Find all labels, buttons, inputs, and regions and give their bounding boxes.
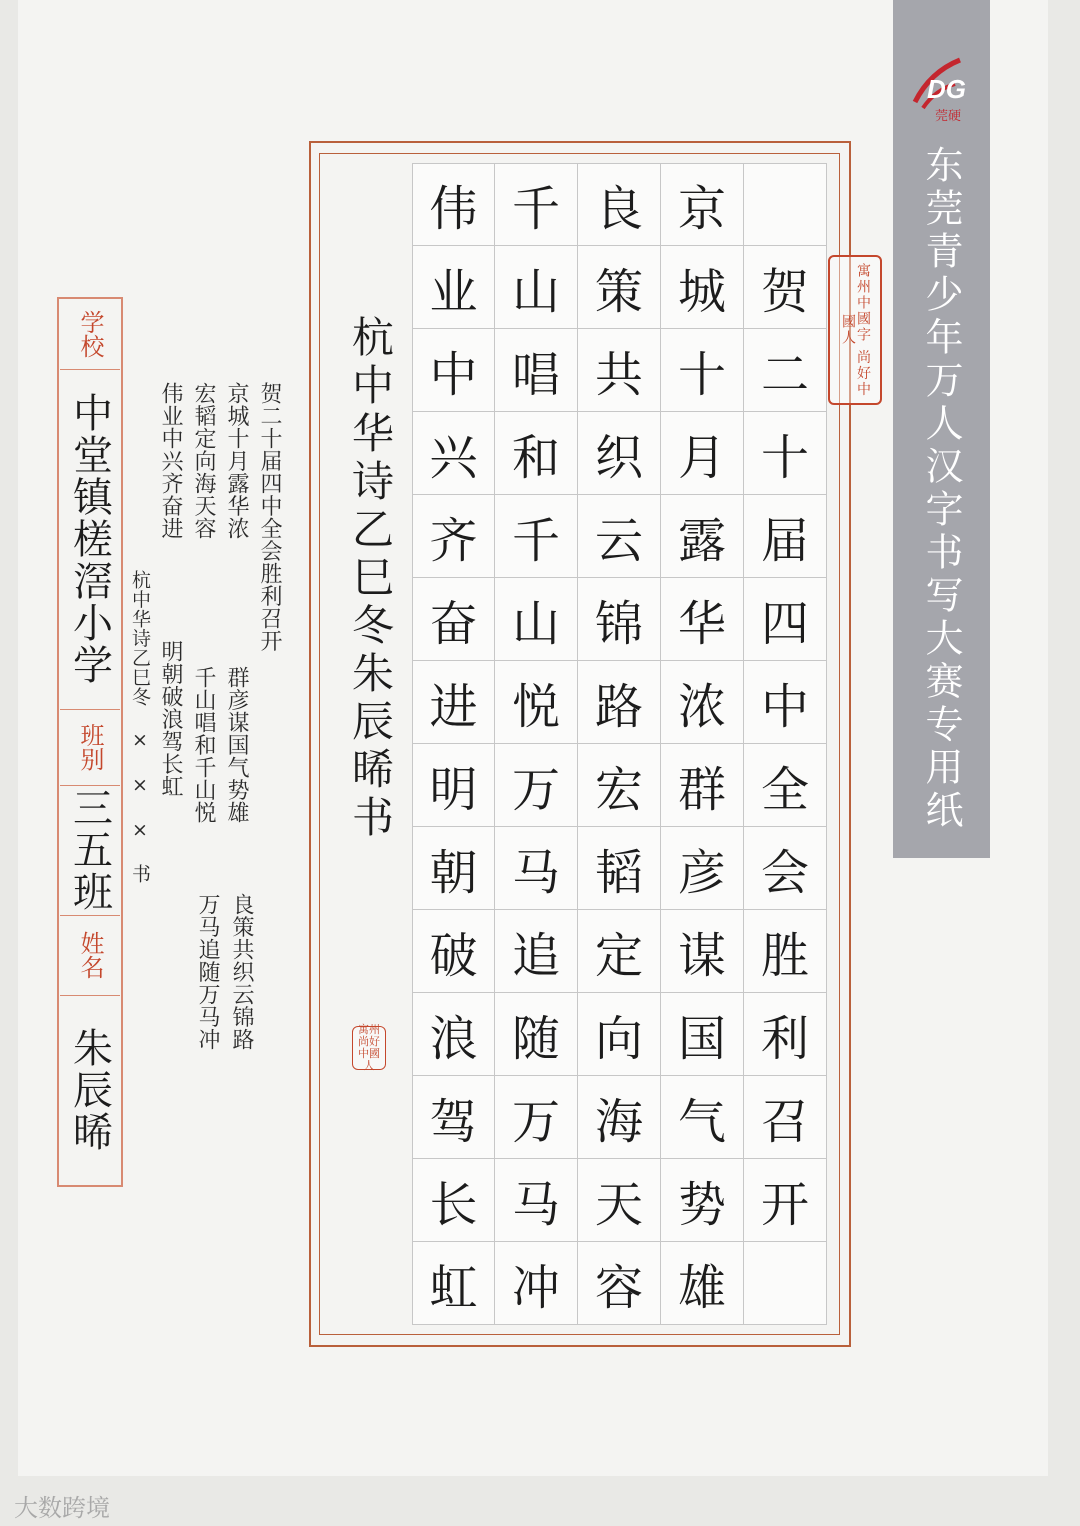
- grid-cell: 锦: [578, 578, 661, 661]
- character-grid: [412, 163, 827, 1325]
- seal-stamp-small: 寓州 尚好 中國 人: [352, 1026, 386, 1070]
- grid-cell: 奋: [412, 578, 495, 661]
- grid-cell: 山: [495, 246, 578, 329]
- grid-cell: 马: [495, 1159, 578, 1242]
- name-label: 姓名: [60, 915, 120, 996]
- school-value[interactable]: 中堂镇槎滘小学: [60, 369, 120, 710]
- grid-cell: 群: [661, 744, 744, 827]
- reference-line-3c: 万马追随万马冲: [195, 893, 220, 1051]
- reference-line-3b: 千山唱和千山悦: [191, 666, 216, 824]
- grid-cell: 二: [744, 329, 827, 412]
- competition-logo: [905, 52, 975, 124]
- grid-cell: 会: [744, 827, 827, 910]
- grid-cell: 露: [661, 495, 744, 578]
- seal-stamp-top: 寓州中國字 尚好中國人: [828, 255, 882, 405]
- grid-cell: [744, 1242, 827, 1325]
- school-label: 学校: [60, 299, 120, 370]
- grid-cell: 势: [661, 1159, 744, 1242]
- grid-cell: 明: [412, 744, 495, 827]
- grid-cell: 浪: [412, 993, 495, 1076]
- grid-cell: 全: [744, 744, 827, 827]
- grid-cell: 贺: [744, 246, 827, 329]
- grid-cell: 天: [578, 1159, 661, 1242]
- class-label: 班别: [60, 709, 120, 786]
- watermark-text: 大数跨境: [14, 1494, 110, 1522]
- grid-cell: 破: [412, 910, 495, 993]
- grid-cell: 月: [661, 412, 744, 495]
- grid-cell: 万: [495, 744, 578, 827]
- name-value[interactable]: 朱辰晞: [66, 1027, 113, 1153]
- grid-cell: 千: [495, 163, 578, 246]
- grid-cell: 中: [744, 661, 827, 744]
- grid-cell: 国: [661, 993, 744, 1076]
- grid-cell: 韬: [578, 827, 661, 910]
- grid-cell: 胜: [744, 910, 827, 993]
- grid-cell: 长: [412, 1159, 495, 1242]
- grid-cell: 利: [744, 993, 827, 1076]
- grid-cell: 进: [412, 661, 495, 744]
- grid-cell: 良: [578, 163, 661, 246]
- grid-cell: 唱: [495, 329, 578, 412]
- grid-cell: 召: [744, 1076, 827, 1159]
- grid-cell: 悦: [495, 661, 578, 744]
- grid-cell: 容: [578, 1242, 661, 1325]
- banner-title: 东莞青少年万人汉字书写大赛专用纸: [919, 145, 963, 833]
- grid-cell: 十: [661, 329, 744, 412]
- grid-cell: 驾: [412, 1076, 495, 1159]
- grid-cell: 虹: [412, 1242, 495, 1325]
- grid-cell: 追: [495, 910, 578, 993]
- grid-cell: 向: [578, 993, 661, 1076]
- grid-cell: 云: [578, 495, 661, 578]
- grid-cell: 伟: [412, 163, 495, 246]
- reference-line-5: 杭中华诗乙巳冬 × × × 书: [129, 570, 151, 884]
- grid-cell: 开: [744, 1159, 827, 1242]
- grid-cell: 京: [661, 163, 744, 246]
- grid-cell: 彦: [661, 827, 744, 910]
- grid-cell: 万: [495, 1076, 578, 1159]
- grid-cell: 山: [495, 578, 578, 661]
- grid-cell: 朝: [412, 827, 495, 910]
- grid-cell: 雄: [661, 1242, 744, 1325]
- grid-cell: 届: [744, 495, 827, 578]
- grid-cell: 定: [578, 910, 661, 993]
- signature-column: 杭中华诗乙巳冬朱辰晞书: [346, 315, 395, 843]
- grid-cell: 城: [661, 246, 744, 329]
- reference-line-2c: 良策共织云锦路: [229, 893, 254, 1051]
- grid-cell: 四: [744, 578, 827, 661]
- reference-line-4b: 明朝破浪驾长虹: [158, 640, 183, 798]
- grid-cell: 马: [495, 827, 578, 910]
- grid-cell: 冲: [495, 1242, 578, 1325]
- grid-cell: [744, 163, 827, 246]
- grid-cell: 千: [495, 495, 578, 578]
- grid-cell: 随: [495, 993, 578, 1076]
- logo-text: 莞硬: [935, 109, 962, 124]
- reference-line-1: 贺二十届四中全会胜利召开: [257, 382, 282, 652]
- grid-cell: 宏: [578, 744, 661, 827]
- logo-mark: DG: [927, 74, 966, 104]
- grid-cell: 共: [578, 329, 661, 412]
- grid-cell: 织: [578, 412, 661, 495]
- grid-cell: 海: [578, 1076, 661, 1159]
- class-value[interactable]: 三五班: [60, 785, 120, 916]
- grid-cell: 华: [661, 578, 744, 661]
- reference-line-2a: 京城十月露华浓: [224, 382, 249, 540]
- grid-cell: 兴: [412, 412, 495, 495]
- grid-cell: 路: [578, 661, 661, 744]
- grid-cell: 谋: [661, 910, 744, 993]
- grid-cell: 和: [495, 412, 578, 495]
- reference-line-2b: 群彦谋国气势雄: [224, 666, 249, 824]
- reference-line-3a: 宏韬定向海天容: [191, 382, 216, 540]
- grid-cell: 策: [578, 246, 661, 329]
- grid-cell: 业: [412, 246, 495, 329]
- grid-cell: 气: [661, 1076, 744, 1159]
- grid-cell: 十: [744, 412, 827, 495]
- reference-line-4a: 伟业中兴齐奋进: [158, 382, 183, 540]
- grid-cell: 浓: [661, 661, 744, 744]
- grid-cell: 齐: [412, 495, 495, 578]
- grid-cell: 中: [412, 329, 495, 412]
